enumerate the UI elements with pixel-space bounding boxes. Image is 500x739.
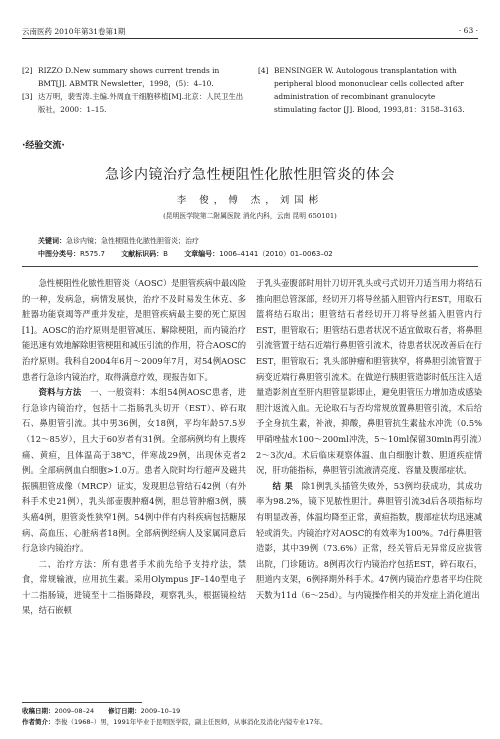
doc-code-value: B <box>163 250 168 258</box>
received-label: 收稿日期： <box>22 707 55 715</box>
author-bio-label: 作者简介： <box>22 718 55 726</box>
general-data-paragraph: 一、一般资料：本组54例AOSC患者，进行急诊内镜治疗，包括十二指肠乳头切开（EST）、碎石取石、鼻胆管引流。其中男36例，女18例，平均年龄57.5岁（12～85岁），且大于60岁者有31例。全部病例均有上腹疼痛、黄疸，且体温高于38℃，伴寒战29例，出现休克者2例。全部病例血白细胞>1.0万。患者入院时均行超声及磁共振胰胆管成像（MRCP）证实，发现胆总管结石42例（有外科手术史21例），乳头部壶腹肿瘤4例，胆总管肿瘤3例，胰头癌4例，胆管炎性狭窄1例。54例中伴有内科疾病包括糖尿病、高血压、心脏病者18例。全部病例经病人及家属同意后行急诊内镜治疗。 <box>22 387 246 554</box>
section-heading-results: 结 果 <box>272 480 294 491</box>
received-date: 2009–08–24 <box>54 707 95 715</box>
classification-line <box>38 249 470 259</box>
reference-text: RIZZO D.New summary shows current trends in BMT[J]. ABMTR Newsletter，1998，(5)：4–10. <box>38 66 220 88</box>
doc-code-label: 文献标识码： <box>121 250 164 258</box>
references-left <box>22 64 244 116</box>
article-no-value: 1006–4141（2010）01–0063–02 <box>219 250 333 258</box>
intro-paragraph: 急性梗阻性化脓性胆管炎（AOSC）是胆管疾病中最凶险的一种，发病急，病情发展快，治疗不及时易发生休克、多脏器功能衰竭等严重并发症，是胆管疾病最主要的死亡原因[1]。AOSC的治疗原则是胆管减压、解除梗阻，而内镜治疗能迅速有效地解除胆管梗阻和减压引流的作用，符合AOSC的治疗原则。我科自2004年6月～2009年7月，对54例AOSC患者行急诊内镜治疗，取得满意疗效，现报告如下。 <box>22 278 246 382</box>
reference-item <box>22 64 244 90</box>
references-right <box>258 64 480 116</box>
article-no-label: 文章编号： <box>184 250 220 258</box>
reference-number: [3] <box>22 92 33 101</box>
author-affiliation: (昆明医学院第二附属医院 消化内科，云南 昆明 650101) <box>163 212 337 220</box>
treatment-paragraph: 二、治疗方法：所有患者手术前先给予支持疗法，禁食，常规输液，应用抗生素。采用Olympus JF–140型电子十二指肠镜，进镜至十二指肠降段，观察乳头，根据镜检结果，结石嵌顿 <box>22 558 246 616</box>
section-heading-methods: 资料与方法 <box>38 387 82 398</box>
footnote-author <box>22 717 478 726</box>
reference-item <box>258 64 480 116</box>
reference-number: [2] <box>22 66 33 75</box>
clc-label: 中图分类号： <box>38 250 80 258</box>
revised-date: 2009–10–19 <box>140 707 181 715</box>
section-tag: ·经验交流· <box>22 141 65 151</box>
footnote-dates <box>22 706 478 715</box>
footnote-divider <box>22 702 142 703</box>
results-paragraph: 除1例乳头插管失败外，53例均获成功，其成功率为98.2%，镜下见脓性胆汁。鼻胆管引流3d后各项指标均有明显改善，体温均降至正常，黄疸指数，腹部症状均迅速减轻或消失。内镜治疗对AOSC的有效率为100%。7d行鼻胆管造影，其中39例（73.6%）正常，经关管后无异常反应拔管出院，门诊随访。8例再次行内镜治疗包括EST，碎石取石，胆道内支架，6例择期外科手术。47例内镜治疗患者平均住院天数为11d（6～25d）。与内镜操作相关的并发症上消化道出 <box>256 480 482 600</box>
article-authors: 李 俊，傅 杰，刘国彬 <box>176 195 324 206</box>
reference-item <box>22 90 244 116</box>
author-bio: 李俊（1968–）男，1991年毕业于昆明医学院，副主任医师，从事消化及消化内镜专业17年。 <box>54 718 327 726</box>
reference-number: [4] <box>258 66 269 75</box>
reference-text: 达万明，裴雪涛.主编.外周血干细胞移植[M].北京：人民卫生出版社，2000：1–15. <box>38 92 244 114</box>
treatment-continued-paragraph: 于乳头壶腹部时用针刀切开乳头或弓式切开刀适当用力将结石推向胆总管深部，经切开刀将导丝插入胆管内行EST，用取石篮将结石取出；胆管结石者经切开刀将导丝插入胆管内行EST，胆管取石；胆管结石患者状况不适宜做取石者，将鼻胆引流管置于结石近端行鼻胆管引流术，待患者状况改善后在行EST，胆管取石；乳头部肿瘤和胆管狭窄，将鼻胆引流管置于病变近端行鼻胆管引流术。在做逆行胰胆管造影时低压注入适量造影剂直至肝内胆管显影即止，避免胆管压力增加造成感染胆汁返流入血。无论取石与否均常规放置鼻胆管引流，术后给予全身抗生素，补液，抑酸，鼻胆管抗生素盐水冲洗（0.5%甲硝唑盐水100～200ml冲洗，5～10ml保留30min再引流）2～3次/d。术后临床观察体温、血白细胞计数、胆道疾症情况，肝功能指标，鼻胆管引流液清亮度、容量及腹部症状。 <box>256 278 482 476</box>
body-column-right <box>256 276 482 603</box>
journal-issue: 云南医药 2010年第31卷第1期 <box>22 27 126 36</box>
page-number: · 63 · <box>458 26 478 35</box>
divider <box>22 266 478 267</box>
keywords-label: 关键词： <box>38 237 66 245</box>
revised-label: 修订日期： <box>108 707 141 715</box>
running-header <box>22 24 478 39</box>
article-title: 急诊内镜治疗急性梗阻性化脓性胆管炎的体会 <box>105 167 395 183</box>
clc-value: R575.7 <box>80 250 105 258</box>
body-column-left <box>22 276 246 619</box>
keywords-line <box>38 236 470 246</box>
reference-text: BENSINGER W. Autologous transplantation with peripheral blood mononuclear cells collected after administration of recombinant granulocyte stimulating factor [J]. Blood, 1993,81：3158–3163. <box>274 66 465 114</box>
keywords: 急诊内镜；急性梗阻性化脓性胆管炎；治疗 <box>66 237 199 245</box>
